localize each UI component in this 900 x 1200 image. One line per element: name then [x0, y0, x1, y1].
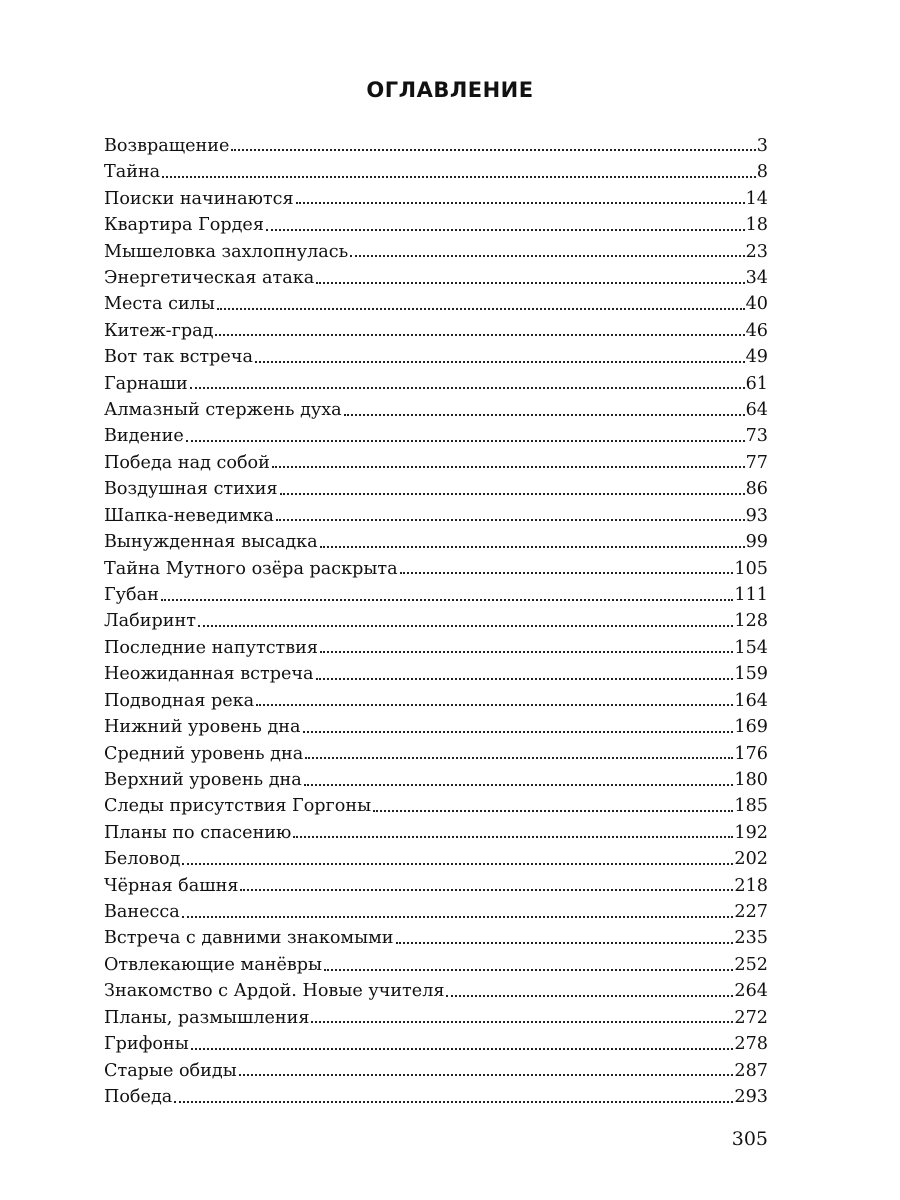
- toc-entry-title: Энергетическая атака: [104, 267, 315, 288]
- toc-entry-page: 227: [734, 902, 768, 923]
- toc-entry-page: 154: [734, 637, 768, 658]
- toc-entry: [104, 871, 768, 897]
- toc-entry: [104, 580, 768, 606]
- dot-leader: [316, 678, 734, 680]
- toc-entry: [104, 157, 768, 183]
- toc-entry-title: Старые обиды: [104, 1060, 237, 1081]
- toc-entry-page: 18: [745, 215, 768, 236]
- dot-leader: [400, 572, 734, 574]
- toc-entry: [104, 316, 768, 342]
- toc-entry-page: 180: [734, 769, 768, 790]
- toc-entry: [104, 290, 768, 316]
- toc-entry-title: Следы присутствия Горгоны: [104, 796, 372, 817]
- toc-entry: [104, 792, 768, 818]
- dot-leader: [182, 916, 734, 918]
- toc-entry: [104, 422, 768, 448]
- toc-entry-page: 77: [745, 452, 768, 473]
- toc-entry-title: Воздушная стихия: [104, 479, 278, 500]
- dot-leader: [190, 387, 745, 389]
- dot-leader: [296, 202, 745, 204]
- toc-entry: [104, 1029, 768, 1055]
- dot-leader: [255, 361, 745, 363]
- toc-entry: [104, 395, 768, 421]
- toc-entry-page: 40: [745, 294, 768, 315]
- dot-leader: [161, 599, 734, 601]
- dot-leader: [174, 1101, 733, 1103]
- toc-entry-title: Неожиданная встреча: [104, 664, 314, 685]
- table-of-contents: [104, 131, 768, 1109]
- toc-entry: [104, 686, 768, 712]
- dot-leader: [305, 757, 733, 759]
- dot-leader: [350, 255, 744, 257]
- dot-leader: [373, 810, 733, 812]
- toc-entry-title: Чёрная башня: [104, 875, 239, 896]
- dot-leader: [316, 282, 744, 284]
- page-title: ОГЛАВЛЕНИЕ: [366, 78, 534, 102]
- dot-leader: [239, 1074, 734, 1076]
- toc-entry-page: 111: [734, 585, 768, 605]
- toc-entry-title: Грифоны: [104, 1034, 189, 1055]
- toc-entry: [104, 607, 768, 633]
- toc-entry: [104, 897, 768, 923]
- toc-entry-page: 73: [745, 426, 768, 447]
- toc-entry-page: 46: [745, 320, 768, 341]
- toc-entry: [104, 237, 768, 263]
- toc-entry: [104, 527, 768, 553]
- dot-leader: [311, 1021, 733, 1023]
- toc-entry: [104, 1056, 768, 1082]
- dot-leader: [396, 942, 734, 944]
- toc-entry-page: 14: [745, 188, 768, 209]
- toc-entry-title: Видение: [104, 426, 184, 447]
- dot-leader: [293, 836, 733, 838]
- toc-entry-page: 34: [745, 267, 768, 288]
- toc-entry: [104, 501, 768, 527]
- toc-entry-title: Губан: [104, 585, 159, 605]
- toc-entry: [104, 210, 768, 236]
- toc-entry-page: 202: [734, 849, 768, 870]
- page-number: 305: [731, 1128, 768, 1150]
- toc-entry-title: Последние напутствия: [104, 637, 319, 658]
- toc-entry-title: Победа: [104, 1087, 173, 1108]
- toc-entry-page: 185: [734, 796, 768, 817]
- toc-entry-page: 192: [734, 822, 768, 843]
- dot-leader: [191, 1048, 734, 1050]
- toc-entry-page: 64: [745, 400, 768, 421]
- toc-entry: [104, 739, 768, 765]
- toc-entry-page: 272: [734, 1007, 768, 1028]
- toc-entry-page: 287: [734, 1060, 768, 1081]
- toc-entry-title: Поиски начинаются: [104, 188, 294, 209]
- toc-entry: [104, 1003, 768, 1029]
- toc-entry-page: 164: [734, 690, 768, 711]
- toc-entry-title: Средний уровень дна: [104, 743, 304, 764]
- dot-leader: [266, 229, 745, 231]
- dot-leader: [324, 969, 733, 971]
- toc-entry-page: 8: [756, 162, 768, 183]
- toc-entry-title: Подводная река: [104, 690, 255, 711]
- toc-entry: [104, 712, 768, 738]
- toc-entry-title: Мышеловка захлопнулась: [104, 241, 349, 262]
- toc-entry: [104, 844, 768, 870]
- toc-entry: [104, 342, 768, 368]
- toc-entry-title: Гарнаши: [104, 373, 188, 394]
- toc-entry-page: 293: [734, 1087, 768, 1108]
- toc-entry-page: 3: [756, 135, 768, 156]
- toc-entry-title: Шапка-неведимка: [104, 505, 274, 526]
- toc-entry-title: Знакомство с Ардой. Новые учителя: [104, 981, 445, 1002]
- toc-entry: [104, 448, 768, 474]
- dot-leader: [162, 176, 756, 178]
- dot-leader: [182, 863, 733, 865]
- toc-entry-title: Беловод: [104, 849, 181, 870]
- toc-entry-title: Места силы: [104, 294, 215, 315]
- toc-entry-page: 61: [745, 373, 768, 394]
- toc-entry-title: Отвлекающие манёвры: [104, 954, 323, 975]
- toc-entry-title: Ванесса: [104, 902, 180, 923]
- toc-entry: [104, 950, 768, 976]
- dot-leader: [215, 334, 744, 336]
- toc-entry-page: 93: [745, 505, 768, 526]
- toc-entry: [104, 1082, 768, 1108]
- toc-entry: [104, 977, 768, 1003]
- dot-leader: [304, 784, 734, 786]
- toc-entry-page: 86: [745, 479, 768, 500]
- toc-entry: [104, 659, 768, 685]
- toc-entry: [104, 818, 768, 844]
- toc-entry: [104, 633, 768, 659]
- toc-entry-page: 159: [734, 664, 768, 685]
- dot-leader: [276, 519, 745, 521]
- toc-entry: [104, 369, 768, 395]
- dot-leader: [198, 625, 733, 627]
- toc-entry-title: Вынужденная высадка: [104, 532, 318, 553]
- dot-leader: [320, 651, 733, 653]
- toc-entry-title: Победа над собой: [104, 452, 270, 473]
- toc-entry: [104, 184, 768, 210]
- toc-entry-title: Нижний уровень дна: [104, 717, 301, 738]
- toc-entry-page: 23: [745, 241, 768, 262]
- toc-entry-title: Тайна: [104, 162, 161, 183]
- dot-leader: [240, 889, 733, 891]
- toc-entry-title: Встреча с давними знакомыми: [104, 928, 394, 949]
- toc-entry: [104, 474, 768, 500]
- dot-leader: [186, 440, 745, 442]
- toc-entry-page: 169: [734, 717, 768, 738]
- toc-entry-title: Верхний уровень дна: [104, 769, 302, 790]
- toc-entry: [104, 131, 768, 157]
- dot-leader: [303, 731, 734, 733]
- toc-entry-title: Китеж-град: [104, 320, 214, 341]
- toc-entry-page: 264: [734, 981, 768, 1002]
- dot-leader: [217, 308, 745, 310]
- dot-leader: [320, 546, 745, 548]
- toc-entry: [104, 765, 768, 791]
- toc-entry-page: 176: [734, 743, 768, 764]
- toc-entry-title: Тайна Мутного озёра раскрыта: [104, 558, 398, 579]
- dot-leader: [344, 414, 745, 416]
- toc-entry-title: Планы, размышления: [104, 1007, 310, 1028]
- toc-entry: [104, 263, 768, 289]
- dot-leader: [231, 149, 755, 151]
- toc-entry-page: 49: [745, 347, 768, 368]
- toc-entry: [104, 924, 768, 950]
- toc-entry-title: Лабиринт: [104, 611, 196, 632]
- toc-entry-title: Квартира Гордея: [104, 215, 264, 236]
- toc-entry-page: 278: [734, 1034, 768, 1055]
- toc-entry-page: 99: [745, 532, 768, 553]
- toc-entry-page: 128: [734, 611, 768, 632]
- toc-entry-title: Планы по спасению: [104, 822, 292, 843]
- toc-entry-page: 218: [734, 875, 768, 896]
- toc-entry-title: Возвращение: [104, 135, 230, 156]
- dot-leader: [272, 466, 745, 468]
- toc-entry-title: Алмазный стержень духа: [104, 400, 342, 421]
- toc-entry-page: 105: [734, 558, 768, 579]
- toc-entry: [104, 554, 768, 580]
- dot-leader: [280, 493, 745, 495]
- toc-entry-page: 235: [734, 928, 768, 949]
- toc-entry-title: Вот так встреча: [104, 347, 253, 368]
- dot-leader: [256, 704, 733, 706]
- dot-leader: [446, 995, 733, 997]
- toc-entry-page: 252: [734, 954, 768, 975]
